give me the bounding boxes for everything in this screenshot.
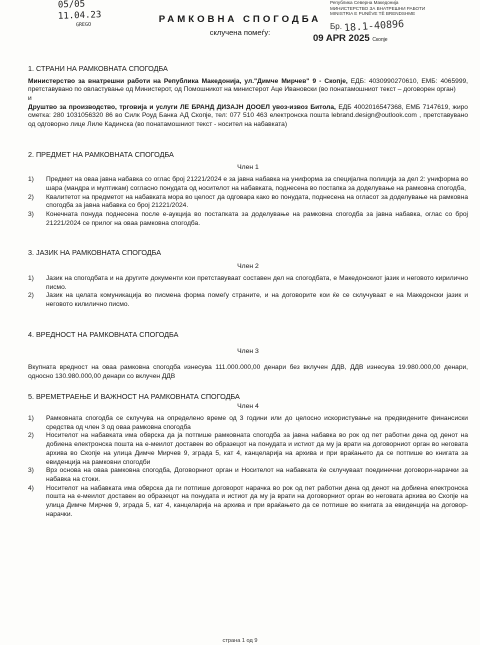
party-ministry [28, 78, 468, 95]
handwritten-date: 11.04.23 [57, 10, 102, 22]
parties-conjunction: и [28, 94, 32, 102]
article-2-heading: Член 2 [237, 262, 259, 270]
article-4-heading: Член 4 [237, 403, 259, 411]
party-ministry-name: Министерство за внатрешни работи на Република Македонија, ул."Димче Мирчев" 9 - Скопје, [28, 77, 348, 85]
item-text: Предмет на оваа јавна набавка со оглас број 21221/2024 е за јавна набавка на униформа за специјална полиција за дел 2: униформа во шара (мандра и мултикам) согласно понудата од носителот на набавката, поднесена во постапка за доделување на рамковна спогодба, [46, 176, 468, 192]
section-heading-language: 3. ЈАЗИК НА РАМКОВНАТА СПОГОДБА [28, 248, 162, 258]
handwritten-note: GREGO [75, 21, 92, 29]
list-item [28, 432, 468, 467]
section-heading-duration: 5. ВРЕМЕТРАЕЊЕ И ВАЖНОСТ НА РАМКОВНАТА СПОГОДБА [28, 391, 240, 401]
item-number: 3) [28, 467, 34, 475]
item-number: 2) [28, 292, 34, 300]
list-item [28, 176, 468, 193]
section-heading-subject: 2. ПРЕДМЕТ НА РАМКОВНАТА СПОГОДБА [28, 149, 174, 159]
stamp-reg-label: Бр. [330, 22, 342, 32]
item-number: 1) [28, 274, 34, 282]
article-3-heading: Член 3 [237, 348, 259, 356]
list-item [28, 485, 468, 520]
document-title: РАМКОВНА СПОГОДБА [158, 14, 322, 25]
page-number: страна 1 од 9 [222, 638, 258, 644]
item-text: Носителот на набавката има обврска да ја потпише рамковната спогодба за јавна набавка во рок од пет работни дена од денот на добиена електронска пошта на е-меилот доставен во образецот на понудата и истиот да му ја врати на договорниот орган во неговата архива во Скопје на улица Димче Мирчев 9, зграда 5, кат 4, канцеларија на архива и при враќањето да се потпише во книгата за евиденција на рамковни спогодби [46, 432, 468, 466]
value-text: Вкупната вредност на оваа рамковна спогодба изнесува 111.000.000,00 денари без вклучен ДДВ, ДДВ изнесува 19.980.000,00 денари, односно 130.980.000,00 денари со вклучен ДДВ [28, 364, 468, 380]
item-text: Врз основа на оваа рамковна спогодба, Договорниот орган и Носителот на набавката ќе склучуваат поединечни договори-нарачки за набавка на стоки. [46, 467, 468, 483]
section-heading-value: 4. ВРЕДНОСТ НА РАМКОВНАТА СПОГОДБА [28, 329, 179, 339]
section-heading-parties: 1. СТРАНИ НА РАМКОВНАТА СПОГОДБА [28, 64, 168, 73]
item-number: 1) [28, 176, 34, 184]
item-number: 3) [28, 211, 34, 218]
list-item [28, 467, 468, 484]
item-number: 2) [28, 193, 34, 201]
stamp-city: Скопје [372, 37, 388, 43]
party-supplier-name: Друштво за производство, трговија и услуги ЛЕ БРАНД ДИЗАЈН ДООЕЛ увоз-извоз Битола, [28, 103, 336, 111]
item-number: 4) [28, 484, 34, 492]
article-1-heading: Член 1 [237, 164, 259, 172]
stamp-reg-number: 18.1-40896 [343, 19, 405, 35]
document-subtitle: склучена помеѓу: [209, 28, 271, 37]
item-text: Конечната понуда поднесена после е-аукција во постапката за доделување на рамковна спогодба за јавна набавка, оглас со број 21221/2024 се прилог на оваа рамковна спогодба. [46, 211, 468, 227]
stamp-date-value: 09 APR 2025 [313, 33, 370, 44]
item-text: Рамковната спогодба се склучува на определено време од 3 години или до целосно искористување на предвидените финансиски средства од член 3 од оваа рамковна спогодба [46, 415, 468, 431]
handwritten-number: 05/05 [57, 0, 86, 11]
list-item [28, 292, 468, 309]
item-number: 2) [28, 432, 34, 440]
stamp-line-3: MINISTRIA E PUNËVE TË BRENDSHME [330, 11, 416, 17]
list-item [28, 194, 468, 211]
party-ministry-details: ЕДБ: 4030990270610, ЕМБ: 4065999, претставувано по овластување од Министерот, од Помошникот на министерот Аце Ивановски (во понатамошниот текст – договорен орган) [28, 77, 468, 94]
party-supplier [28, 104, 468, 130]
list-item [28, 275, 468, 292]
document-body [28, 64, 468, 519]
party-supplier-details: ЕДБ 4002016547368, ЕМБ 7147619, жиро сметка: 280 1031056320 86 во Силк Роуд Банка АД Скопје, тел: 077 510 463 електронска пошта lebrand.design@outlook.com , претставувано од одговорно лице Лиле Кадинска (во понатамошниот текст - носител на набавката) [28, 103, 468, 129]
item-number: 1) [28, 415, 34, 423]
item-text: Носителот на набавката има обврска да ги потпише договорот нарачка во рок од пет работни дена од денот на добиена електронска пошта на е-меилот доставен во образецот на понудата и истиот да му ја врати на договорниот орган во неговата архива во Скопје на улица Димче Мирчев 9, зграда 5, кат 4, канцеларија на архива и при враќањето да се потпише во книгата за евиденција на договор-нарачки. [46, 484, 468, 518]
item-text: Јазик на спогодбата и на другите документи кои претставуваат составен дел на спогодбата, е Македонскиот јазик и неговото кирилично писмо. [46, 274, 468, 291]
item-text: Квалитетот на предметот на набавката мора во целост да одговара како во понудата, поднесена на огласот за доделување на рамковна спогодба за јавна набавка со број 21221/2024. [46, 193, 468, 210]
list-item [28, 211, 468, 228]
stamp-line-2: МИНИСТЕРСТВО ЗА ВНАТРЕШНИ РАБОТИ [330, 5, 426, 11]
list-item [28, 415, 468, 432]
stamp-line-1: Република Северна Македонија [330, 0, 399, 5]
item-text: Јазик на целата комуникација во писмена форма помеѓу страните, и на договорите кои ќе се склучуваат е на Македонски јазик и неговото килилично писмо. [46, 292, 468, 308]
